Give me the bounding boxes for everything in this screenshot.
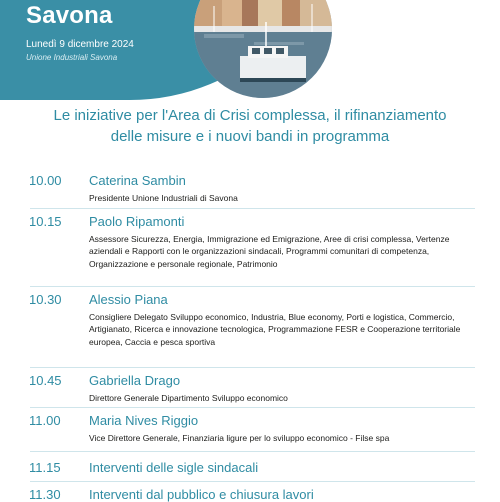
agenda-speaker: Maria Nives Riggio [89, 413, 199, 428]
agenda-role: Consigliere Delegato Sviluppo economico, Industria, Blue economy, Porti e logistica, Commercio, Artigianato, Ricerca e innovazione tecnologica, Programmazione FESR e Cooperazione territoriale europea, Caccia e pesca sportiva [89, 312, 461, 347]
agenda-role: Assessore Sicurezza, Energia, Immigrazione ed Emigrazione, Aree di crisi complessa, Vertenze aziendali e Rapporti con le organizzazioni sindacali, Programmi comunitari di competenza, Organizzazione e personale regionale, Patrimonio [89, 234, 450, 269]
harbor-photo [194, 0, 332, 98]
agenda-time: 10.30 [29, 292, 62, 307]
headline-line-2: delle misure e i nuovi bandi in programma [110, 128, 390, 145]
agenda-speaker: Interventi delle sigle sindacali [89, 460, 259, 475]
harbor-photo-illustration [194, 0, 332, 98]
agenda-speaker: Paolo Ripamonti [89, 214, 185, 229]
agenda-time: 10.00 [29, 173, 62, 188]
divider [30, 481, 475, 482]
agenda-time: 11.00 [29, 413, 61, 428]
divider [30, 286, 475, 287]
agenda-time: 10.45 [29, 373, 62, 388]
agenda-time: 10.15 [29, 214, 62, 229]
agenda-time: 11.15 [29, 460, 61, 475]
divider [30, 407, 475, 408]
event-venue: Unione Industriali Savona [26, 53, 118, 62]
agenda-speaker: Caterina Sambin [89, 173, 186, 188]
agenda-speaker: Gabriella Drago [89, 373, 181, 388]
agenda-speaker: Alessio Piana [89, 292, 168, 307]
divider [30, 367, 475, 368]
event-city: Savona [26, 2, 113, 29]
event-date: Lunedì 9 dicembre 2024 [26, 39, 134, 50]
agenda-time: 11.30 [29, 487, 61, 502]
agenda-role: Direttore Generale Dipartimento Sviluppo economico [89, 393, 288, 403]
agenda-speaker: Interventi dal pubblico e chiusura lavori [89, 487, 314, 502]
agenda-role: Vice Direttore Generale, Finanziaria ligure per lo sviluppo economico - Filse spa [89, 433, 390, 443]
agenda-role: Presidente Unione Industriali di Savona [89, 193, 238, 203]
divider [30, 451, 475, 452]
event-headline [0, 105, 500, 147]
headline-line-1: Le iniziative per l'Area di Crisi complessa, il rifinanziamento [53, 107, 447, 124]
divider [30, 208, 475, 209]
